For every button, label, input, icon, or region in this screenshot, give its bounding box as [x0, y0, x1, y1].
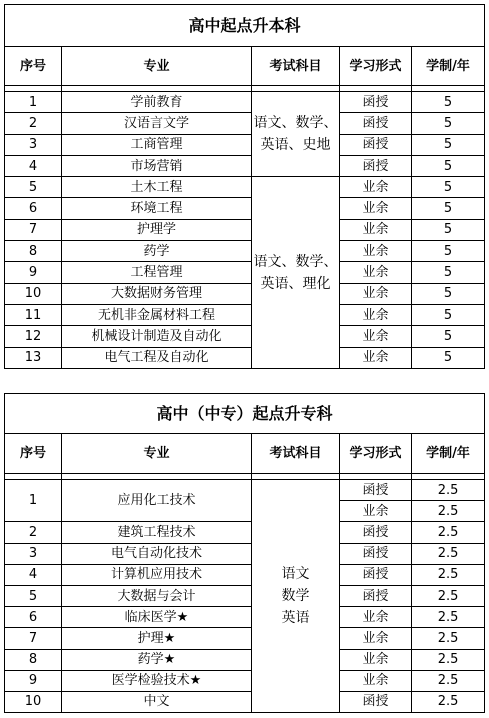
row-form: 业余 — [340, 304, 412, 325]
row-number: 4 — [5, 564, 62, 585]
header-years: 学制/年 — [412, 434, 485, 474]
row-number: 7 — [5, 628, 62, 649]
table-row — [5, 543, 485, 564]
row-number: 1 — [5, 92, 62, 113]
row-form: 业余 — [340, 347, 412, 368]
row-form: 业余 — [340, 198, 412, 219]
header-form: 学习形式 — [340, 47, 412, 86]
junior-college-table — [4, 393, 485, 713]
row-form: 函授 — [340, 691, 412, 712]
row-number: 2 — [5, 522, 62, 543]
row-form: 函授 — [340, 92, 412, 113]
row-years: 5 — [412, 241, 485, 262]
row-number: 1 — [5, 480, 62, 522]
row-major: 护理★ — [62, 628, 252, 649]
table-row — [5, 155, 485, 176]
table-row — [5, 522, 485, 543]
table-row — [5, 304, 485, 325]
table-row — [5, 691, 485, 712]
row-major: 电气自动化技术 — [62, 543, 252, 564]
table-row — [5, 585, 485, 606]
row-form: 函授 — [340, 155, 412, 176]
row-years: 2.5 — [412, 670, 485, 691]
row-years: 2.5 — [412, 480, 485, 501]
row-major: 药学★ — [62, 649, 252, 670]
table-row — [5, 283, 485, 304]
row-major: 汉语言文学 — [62, 113, 252, 134]
header-no: 序号 — [5, 47, 62, 86]
table-row — [5, 607, 485, 628]
table-row — [5, 262, 485, 283]
undergraduate-table — [4, 4, 485, 369]
header-major: 专业 — [62, 434, 252, 474]
row-form: 业余 — [340, 607, 412, 628]
header-form: 学习形式 — [340, 434, 412, 474]
row-years: 2.5 — [412, 607, 485, 628]
table-title: 高中起点升本科 — [5, 5, 485, 47]
row-years: 5 — [412, 304, 485, 325]
row-number: 4 — [5, 155, 62, 176]
exam-subjects: 语文、数学、英语、理化 — [252, 177, 340, 369]
row-years: 2.5 — [412, 501, 485, 522]
table-row — [5, 198, 485, 219]
table-row — [5, 113, 485, 134]
row-years: 2.5 — [412, 585, 485, 606]
row-major: 大数据与会计 — [62, 585, 252, 606]
row-form: 函授 — [340, 134, 412, 155]
row-number: 11 — [5, 304, 62, 325]
row-years: 5 — [412, 177, 485, 198]
row-major: 环境工程 — [62, 198, 252, 219]
header-exam: 考试科目 — [252, 47, 340, 86]
table-row — [5, 177, 485, 198]
row-years: 5 — [412, 219, 485, 240]
header-major: 专业 — [62, 47, 252, 86]
row-years: 2.5 — [412, 543, 485, 564]
row-form: 业余 — [340, 326, 412, 347]
row-major: 土木工程 — [62, 177, 252, 198]
row-form: 业余 — [340, 177, 412, 198]
table-title: 高中（中专）起点升专科 — [5, 394, 485, 434]
row-number: 8 — [5, 241, 62, 262]
row-form: 业余 — [340, 501, 412, 522]
row-years: 5 — [412, 134, 485, 155]
row-number: 12 — [5, 326, 62, 347]
row-major: 学前教育 — [62, 92, 252, 113]
row-form: 函授 — [340, 480, 412, 501]
row-major: 无机非金属材料工程 — [62, 304, 252, 325]
row-years: 2.5 — [412, 522, 485, 543]
row-major: 临床医学★ — [62, 607, 252, 628]
row-major: 建筑工程技术 — [62, 522, 252, 543]
row-major: 大数据财务管理 — [62, 283, 252, 304]
row-form: 函授 — [340, 543, 412, 564]
table-row — [5, 326, 485, 347]
table-row — [5, 241, 485, 262]
row-major: 护理学 — [62, 219, 252, 240]
row-years: 5 — [412, 155, 485, 176]
row-years: 2.5 — [412, 564, 485, 585]
header-years: 学制/年 — [412, 47, 485, 86]
row-form: 业余 — [340, 241, 412, 262]
header-no: 序号 — [5, 434, 62, 474]
table-row — [5, 564, 485, 585]
exam-subjects: 语文、数学、英语、史地 — [252, 92, 340, 177]
row-form: 函授 — [340, 585, 412, 606]
row-years: 5 — [412, 262, 485, 283]
row-number: 3 — [5, 134, 62, 155]
row-form: 函授 — [340, 113, 412, 134]
row-number: 8 — [5, 649, 62, 670]
row-years: 5 — [412, 92, 485, 113]
header-exam: 考试科目 — [252, 434, 340, 474]
row-form: 业余 — [340, 219, 412, 240]
row-form: 业余 — [340, 262, 412, 283]
exam-subjects: 语文 数学 英语 — [252, 480, 340, 713]
row-major: 电气工程及自动化 — [62, 347, 252, 368]
row-number: 10 — [5, 283, 62, 304]
row-major: 中文 — [62, 691, 252, 712]
row-major: 应用化工技术 — [62, 480, 252, 522]
row-years: 5 — [412, 283, 485, 304]
row-major: 工商管理 — [62, 134, 252, 155]
row-number: 9 — [5, 262, 62, 283]
row-years: 5 — [412, 347, 485, 368]
table-row — [5, 649, 485, 670]
row-years: 5 — [412, 326, 485, 347]
row-form: 业余 — [340, 628, 412, 649]
table-row — [5, 92, 485, 113]
row-number: 5 — [5, 585, 62, 606]
row-number: 13 — [5, 347, 62, 368]
row-years: 5 — [412, 198, 485, 219]
row-form: 函授 — [340, 564, 412, 585]
row-major: 计算机应用技术 — [62, 564, 252, 585]
row-years: 2.5 — [412, 649, 485, 670]
row-major: 医学检验技术★ — [62, 670, 252, 691]
row-number: 10 — [5, 691, 62, 712]
table-row — [5, 134, 485, 155]
row-number: 2 — [5, 113, 62, 134]
table-row — [5, 670, 485, 691]
row-number: 9 — [5, 670, 62, 691]
row-number: 6 — [5, 607, 62, 628]
row-years: 5 — [412, 113, 485, 134]
row-number: 3 — [5, 543, 62, 564]
row-number: 5 — [5, 177, 62, 198]
row-years: 2.5 — [412, 691, 485, 712]
row-form: 业余 — [340, 670, 412, 691]
row-major: 药学 — [62, 241, 252, 262]
row-major: 市场营销 — [62, 155, 252, 176]
row-major: 工程管理 — [62, 262, 252, 283]
table-row — [5, 347, 485, 368]
row-form: 业余 — [340, 283, 412, 304]
table-row — [5, 219, 485, 240]
row-form: 业余 — [340, 649, 412, 670]
row-years: 2.5 — [412, 628, 485, 649]
table-row — [5, 628, 485, 649]
row-number: 7 — [5, 219, 62, 240]
row-form: 函授 — [340, 522, 412, 543]
row-major: 机械设计制造及自动化 — [62, 326, 252, 347]
table-row — [5, 480, 485, 501]
row-number: 6 — [5, 198, 62, 219]
